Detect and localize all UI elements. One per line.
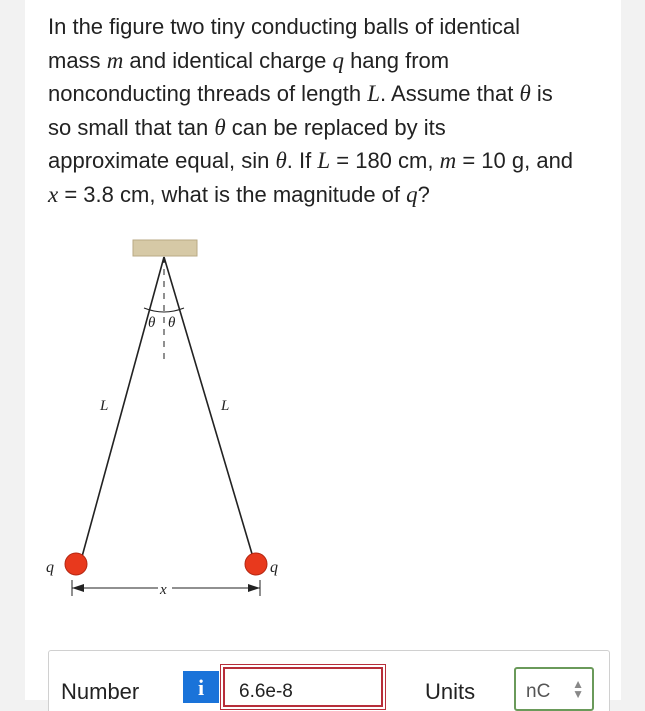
length-right-label: L: [221, 398, 230, 414]
question-line: nonconducting threads of length L. Assume that θ is: [48, 81, 553, 106]
ball-right: [245, 553, 267, 575]
question-line: mass m and identical charge q hang from: [48, 47, 450, 73]
length-left-label: L: [100, 398, 109, 414]
theta-right-label: θ: [168, 315, 176, 331]
question-line: In the figure two tiny conducting balls of identical: [48, 14, 521, 39]
pendulum-figure: [40, 230, 300, 610]
arrowhead-left: [72, 584, 84, 592]
charge-right-label: q: [270, 559, 278, 576]
thread-right: [164, 257, 255, 564]
units-select[interactable]: [514, 667, 594, 711]
arrowhead-right: [248, 584, 260, 592]
number-label: Number: [61, 679, 140, 704]
info-icon[interactable]: i: [183, 671, 219, 703]
answer-row: [48, 650, 610, 711]
question-line: approximate equal, sin θ. If L = 180 cm, m = 10 g, and: [48, 148, 574, 173]
ceiling-support: [133, 240, 197, 256]
thread-left: [80, 257, 164, 564]
charge-left-label: q: [46, 559, 54, 576]
distance-label: x: [160, 582, 167, 598]
units-label: Units: [425, 679, 476, 704]
ball-left: [65, 553, 87, 575]
question-line: so small that tan θ can be replaced by its: [48, 114, 446, 140]
question-text: [48, 10, 608, 211]
theta-left-label: θ: [148, 315, 156, 331]
question-line: x = 3.8 cm, what is the magnitude of q?: [48, 181, 430, 207]
number-input[interactable]: 6.6e-8: [223, 667, 383, 707]
chevron-updown-icon: ▲ ▼: [572, 677, 584, 701]
units-value: nC: [526, 681, 551, 702]
